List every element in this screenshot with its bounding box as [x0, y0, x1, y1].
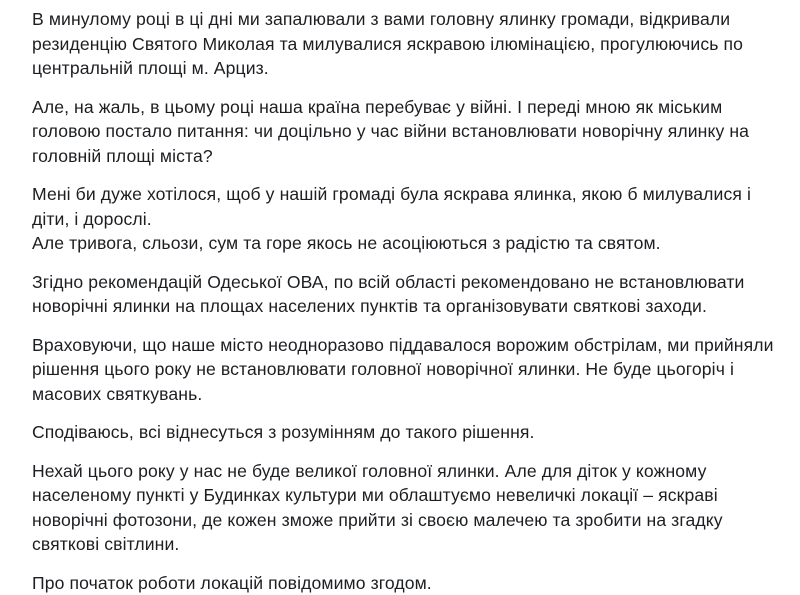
- paragraph-9: [32, 571, 780, 595]
- paragraph-line: Мені би дуже хотілося, щоб у нашій громаді була яскрава ялинка, якою б милувалися і: [32, 182, 780, 207]
- paragraph-2: [32, 95, 780, 169]
- paragraph-line: рішення цього року не встановлювати головної новорічної ялинки. Не буде цьогоріч і: [32, 357, 780, 382]
- paragraph-8: [32, 459, 780, 557]
- paragraph-line: резиденцію Святого Миколая та милувалися яскравою ілюмінацією, прогулюючись по: [32, 32, 780, 57]
- paragraph-line: святкові світлини.: [32, 532, 780, 557]
- paragraph-line: новорічні ялинки на площах населених пунктів та організовувати святкові заходи.: [32, 294, 780, 319]
- paragraph-line: новорічні фотозони, де кожен зможе прийти зі своєю малечею та зробити на згадку: [32, 508, 780, 533]
- paragraph-5: [32, 270, 780, 319]
- paragraph-6: [32, 333, 780, 407]
- paragraph-line: Згідно рекомендацій Одеської ОВА, по всій області рекомендовано не встановлювати: [32, 270, 780, 295]
- paragraph-line: Але, на жаль, в цьому році наша країна перебуває у війні. І переді мною як міським: [32, 95, 780, 120]
- paragraph-line: діти, і дорослі.: [32, 207, 780, 232]
- paragraph-line: головній площі міста?: [32, 144, 780, 169]
- paragraph-line: центральній площі м. Арциз.: [32, 56, 780, 81]
- paragraph-line: Сподіваюсь, всі віднесуться з розумінням до такого рішення.: [32, 420, 780, 445]
- paragraph-line: масових святкувань.: [32, 382, 780, 407]
- post-text: [32, 7, 780, 595]
- paragraph-1: [32, 7, 780, 81]
- paragraph-line: Враховуючи, що наше місто неодноразово піддавалося ворожим обстрілам, ми прийняли: [32, 333, 780, 358]
- paragraph-line: Але тривога, сльози, сум та горе якось не асоціюються з радістю та святом.: [32, 231, 780, 256]
- paragraph-line: населеному пункті у Будинках культури ми облаштуємо невеличкі локації – яскраві: [32, 483, 780, 508]
- paragraph-line: головою постало питання: чи доцільно у час війни встановлювати новорічну ялинку на: [32, 119, 780, 144]
- paragraph-line: Нехай цього року у нас не буде великої головної ялинки. Але для діток у кожному: [32, 459, 780, 484]
- paragraph-line: Про початок роботи локацій повідомимо згодом.: [32, 571, 780, 595]
- paragraph-line: В минулому році в ці дні ми запалювали з вами головну ялинку громади, відкривали: [32, 7, 780, 32]
- paragraph-7: [32, 420, 780, 445]
- paragraph-4: [32, 231, 780, 256]
- paragraph-3: [32, 182, 780, 231]
